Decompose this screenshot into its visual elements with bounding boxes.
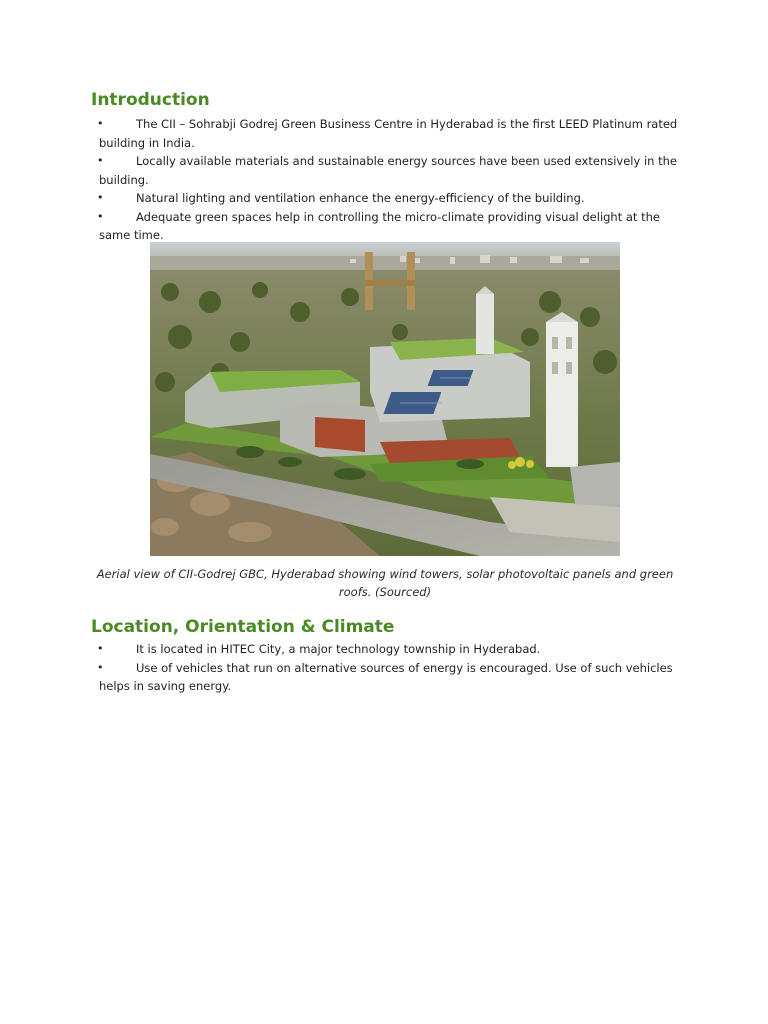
location-heading: Location, Orientation & Climate [91, 617, 395, 637]
list-item [99, 640, 689, 659]
figure-caption: Aerial view of CII-Godrej GBC, Hyderabad showing wind towers, solar photovoltaic panels and green roofs. (Sourced) [96, 567, 674, 599]
list-item [99, 189, 689, 208]
list-item-text: The CII – Sohrabji Godrej Green Business Centre in Hyderabad is the first LEED Platinum rated building in India. [99, 117, 678, 150]
location-list [99, 640, 689, 696]
bullet-icon: • [97, 642, 104, 655]
list-item-text: Use of vehicles that run on alternative sources of energy is encouraged. Use of such vehicles helps in saving energy. [99, 660, 673, 693]
introduction-heading: Introduction [91, 90, 210, 110]
list-item-text: It is located in HITEC City, a major technology township in Hyderabad. [136, 642, 541, 656]
aerial-building-photo [150, 242, 620, 556]
bullet-icon: • [97, 117, 104, 130]
list-item-text: Adequate green spaces help in controlling the micro-climate providing visual delight at the same time. [99, 209, 660, 242]
bullet-icon: • [97, 154, 104, 167]
bullet-icon: • [97, 209, 104, 223]
list-item [99, 208, 689, 245]
list-item [99, 659, 689, 696]
list-item [99, 152, 689, 189]
introduction-list [99, 115, 689, 245]
bullet-icon: • [97, 660, 104, 674]
bullet-icon: • [97, 191, 104, 204]
list-item [99, 115, 689, 152]
list-item-text: Locally available materials and sustainable energy sources have been used extensively in the building. [99, 154, 677, 187]
list-item-text: Natural lighting and ventilation enhance the energy-efficiency of the building. [136, 191, 585, 205]
